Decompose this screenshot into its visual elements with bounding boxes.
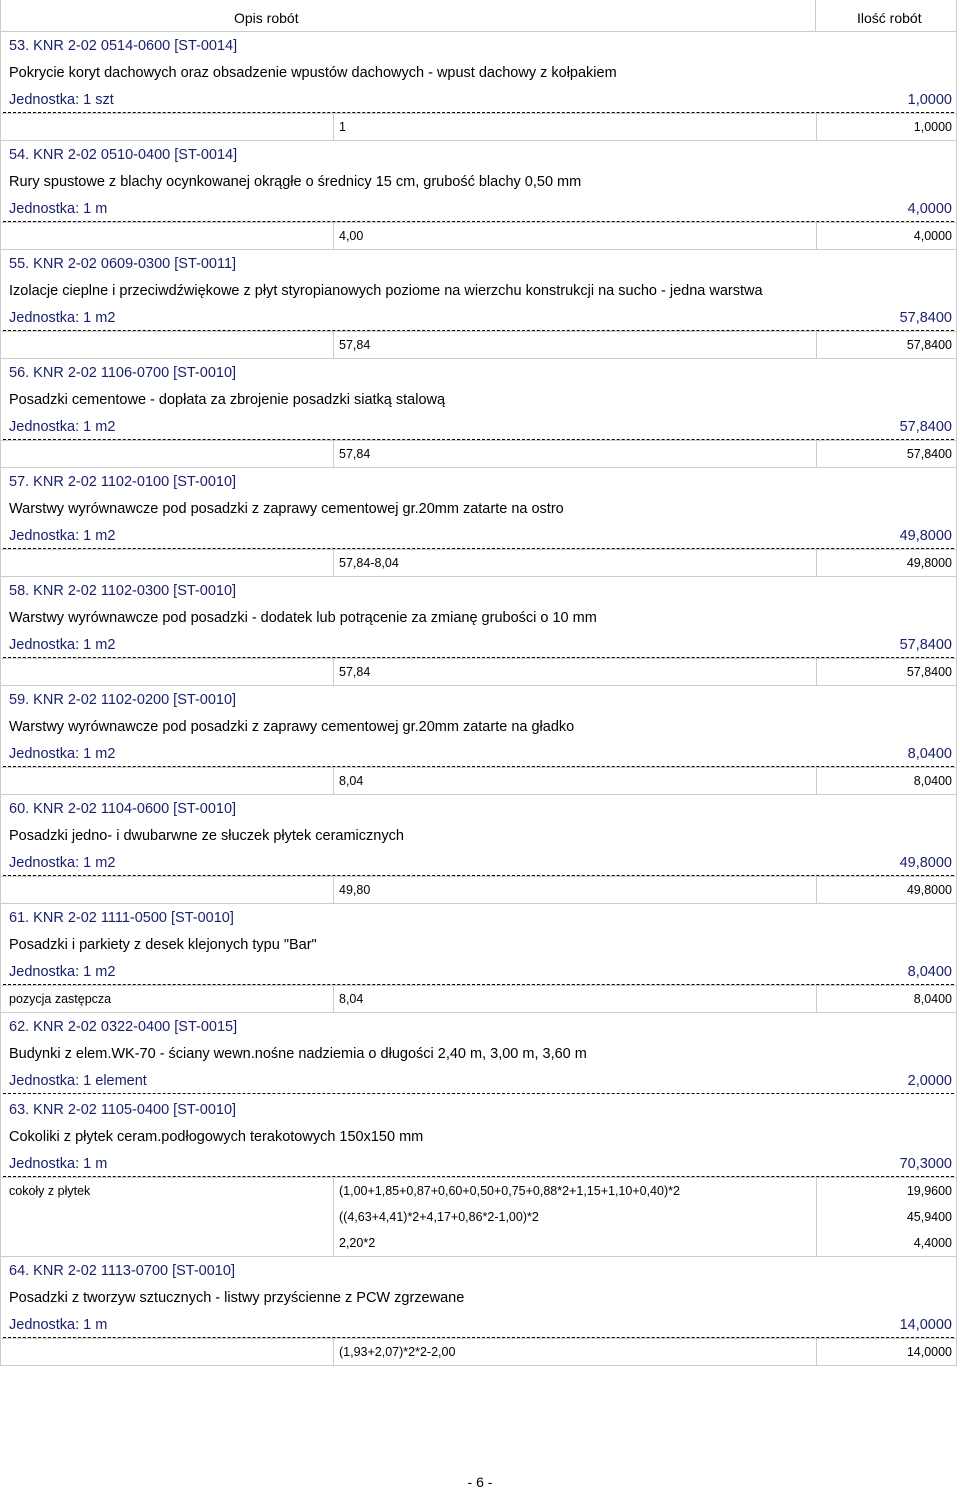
cost-item [0,795,957,904]
calculation-box [1,876,956,904]
item-description [1,386,956,413]
item-unit [1,304,956,331]
calculation-row [1,986,956,1012]
calc-expression: 2,20*2 [339,1236,376,1250]
item-catalog-number-text: 61. KNR 2-02 1111-0500 [ST-0010] [9,910,234,926]
item-unit-text: Jednostka: 1 m [9,201,108,217]
item-catalog-number-text: 55. KNR 2-02 0609-0300 [ST-0011] [9,256,237,272]
calculation-box [1,658,956,686]
cost-item [0,1257,957,1366]
item-unit [1,740,956,767]
item-description-text: Budynki z elem.WK-70 - ściany wewn.nośne nadziemia o długości 2,40 m, 3,00 m, 3,60 m [9,1046,587,1062]
item-catalog-number [1,1257,956,1284]
calc-label: pozycja zastępcza [9,992,112,1006]
cost-item [0,141,957,250]
calculation-box [1,331,956,359]
item-unit-text: Jednostka: 1 m2 [9,637,116,653]
item-catalog-number-text: 56. KNR 2-02 1106-0700 [ST-0010] [9,365,237,381]
item-catalog-number [1,141,956,168]
item-quantity: 2,0000 [907,1073,952,1089]
item-quantity: 14,0000 [899,1317,952,1333]
item-unit-text: Jednostka: 1 m [9,1317,108,1333]
item-description-text: Posadzki z tworzyw sztucznych - listwy przyścienne z PCW zgrzewane [9,1290,465,1306]
calculation-box [1,440,956,468]
calculation-box [1,985,956,1013]
calculation-row [1,223,956,249]
item-description [1,713,956,740]
calc-value: 4,0000 [913,229,952,243]
cost-item [0,904,957,1013]
item-unit-text: Jednostka: 1 m2 [9,746,116,762]
item-unit [1,195,956,222]
calculation-row [1,550,956,576]
item-quantity: 8,0400 [907,746,952,762]
calculation-row [1,768,956,794]
calc-expression: 57,84 [339,665,371,679]
calc-value: 49,8000 [906,556,952,570]
item-catalog-number-text: 59. KNR 2-02 1102-0200 [ST-0010] [9,692,237,708]
calc-expression: 57,84 [339,338,371,352]
item-unit [1,849,956,876]
cost-item [0,1013,957,1096]
item-unit [1,413,956,440]
item-catalog-number [1,577,956,604]
calculation-row [1,1230,956,1256]
item-quantity: 49,8000 [899,855,952,871]
cost-item [0,686,957,795]
item-description-text: Cokoliki z płytek ceram.podłogowych terakotowych 150x150 mm [9,1129,424,1145]
item-unit-text: Jednostka: 1 m2 [9,419,116,435]
column-header-description: Opis robót [234,10,299,26]
item-description [1,1284,956,1311]
item-quantity: 57,8400 [899,310,952,326]
item-unit-text: Jednostka: 1 m2 [9,855,116,871]
item-description [1,168,956,195]
item-catalog-number [1,250,956,277]
item-description [1,604,956,631]
item-catalog-number-text: 54. KNR 2-02 0510-0400 [ST-0014] [9,147,238,163]
calc-expression: 57,84 [339,447,371,461]
calc-label: cokoły z płytek [9,1184,91,1198]
item-description-text: Posadzki jedno- i dwubarwne ze słuczek płytek ceramicznych [9,828,404,844]
calc-expression: 49,80 [339,883,371,897]
calculation-row [1,441,956,467]
calc-expression: 1 [339,120,346,134]
item-catalog-number [1,1096,956,1123]
item-quantity: 1,0000 [907,92,952,108]
item-quantity: 70,3000 [899,1156,952,1172]
item-unit [1,958,956,985]
calculation-row [1,659,956,685]
item-unit-text: Jednostka: 1 m2 [9,528,116,544]
item-description-text: Warstwy wyrównawcze pod posadzki z zaprawy cementowej gr.20mm zatarte na gładko [9,719,575,735]
item-description [1,59,956,86]
calc-value: 45,9400 [906,1210,952,1224]
item-description-text: Posadzki cementowe - dopłata za zbrojenie posadzki siatką stalową [9,392,446,408]
item-catalog-number-text: 57. KNR 2-02 1102-0100 [ST-0010] [9,474,237,490]
table-header [0,0,960,32]
item-description [1,931,956,958]
item-catalog-number [1,1013,956,1040]
item-description-text: Warstwy wyrównawcze pod posadzki - dodatek lub potrącenie za zmianę grubości o 10 mm [9,610,597,626]
calculation-row [1,114,956,140]
item-description-text: Pokrycie koryt dachowych oraz obsadzenie wpustów dachowych - wpust dachowy z kołpakiem [9,65,617,81]
item-catalog-number [1,32,956,59]
item-unit [1,522,956,549]
cost-item [0,468,957,577]
item-quantity: 57,8400 [899,637,952,653]
calculation-box [1,549,956,577]
item-catalog-number [1,468,956,495]
cost-item [0,1096,957,1257]
cost-item [0,577,957,686]
item-quantity: 57,8400 [899,419,952,435]
item-unit [1,1067,956,1094]
calculation-box [1,222,956,250]
item-unit-text: Jednostka: 1 szt [9,92,114,108]
item-unit-text: Jednostka: 1 m [9,1156,108,1172]
calc-value: 19,9600 [906,1184,952,1198]
calc-value: 14,0000 [906,1345,952,1359]
calc-value: 49,8000 [906,883,952,897]
calculation-row [1,1178,956,1204]
calc-value: 57,8400 [906,338,952,352]
cost-item [0,32,957,141]
calc-expression: 8,04 [339,774,364,788]
calc-value: 8,0400 [913,774,952,788]
item-description-text: Izolacje cieplne i przeciwdźwiękowe z płyt styropianowych poziome na wierzchu konstrukcji na sucho - jedna warstwa [9,283,763,299]
item-unit [1,1150,956,1177]
cost-items-list [0,32,957,1366]
calc-value: 57,8400 [906,447,952,461]
item-unit [1,1311,956,1338]
item-description [1,277,956,304]
item-quantity: 4,0000 [907,201,952,217]
item-unit-text: Jednostka: 1 m2 [9,310,116,326]
calc-expression: (1,93+2,07)*2*2-2,00 [339,1345,456,1359]
calculation-box [1,1338,956,1366]
calculation-box [1,1177,956,1257]
calculation-row [1,1204,956,1230]
item-catalog-number [1,359,956,386]
item-catalog-number-text: 53. KNR 2-02 0514-0600 [ST-0014] [9,38,238,54]
calc-value: 1,0000 [913,120,952,134]
item-catalog-number [1,795,956,822]
item-catalog-number [1,904,956,931]
calc-expression: 4,00 [339,229,364,243]
item-description-text: Warstwy wyrównawcze pod posadzki z zaprawy cementowej gr.20mm zatarte na ostro [9,501,564,517]
item-catalog-number-text: 58. KNR 2-02 1102-0300 [ST-0010] [9,583,237,599]
calculation-row [1,332,956,358]
cost-item [0,250,957,359]
calc-value: 4,4000 [913,1236,952,1250]
item-catalog-number-text: 64. KNR 2-02 1113-0700 [ST-0010] [9,1263,235,1279]
item-description [1,1123,956,1150]
item-catalog-number-text: 62. KNR 2-02 0322-0400 [ST-0015] [9,1019,238,1035]
cost-item [0,359,957,468]
item-unit [1,86,956,113]
item-catalog-number [1,686,956,713]
item-description-text: Rury spustowe z blachy ocynkowanej okrągłe o średnicy 15 cm, grubość blachy 0,50 mm [9,174,582,190]
calc-expression: 8,04 [339,992,364,1006]
item-description [1,822,956,849]
item-unit [1,631,956,658]
item-description-text: Posadzki i parkiety z desek klejonych typu "Bar" [9,937,317,953]
item-description [1,1040,956,1067]
calculation-box [1,113,956,141]
item-quantity: 49,8000 [899,528,952,544]
page-number: - 6 - [467,1474,493,1490]
item-unit-text: Jednostka: 1 m2 [9,964,116,980]
calc-expression: (1,00+1,85+0,87+0,60+0,50+0,75+0,88*2+1,15+1,10+0,40)*2 [339,1184,680,1198]
item-catalog-number-text: 63. KNR 2-02 1105-0400 [ST-0010] [9,1102,237,1118]
calculation-row [1,877,956,903]
calculation-row [1,1339,956,1365]
calculation-box [1,767,956,795]
calc-expression: 57,84-8,04 [339,556,399,570]
item-description [1,495,956,522]
column-header-quantity: Ilość robót [857,10,922,26]
item-quantity: 8,0400 [907,964,952,980]
calc-expression: ((4,63+4,41)*2+4,17+0,86*2-1,00)*2 [339,1210,539,1224]
calc-value: 57,8400 [906,665,952,679]
item-unit-text: Jednostka: 1 element [9,1073,147,1089]
calc-value: 8,0400 [913,992,952,1006]
item-catalog-number-text: 60. KNR 2-02 1104-0600 [ST-0010] [9,801,237,817]
